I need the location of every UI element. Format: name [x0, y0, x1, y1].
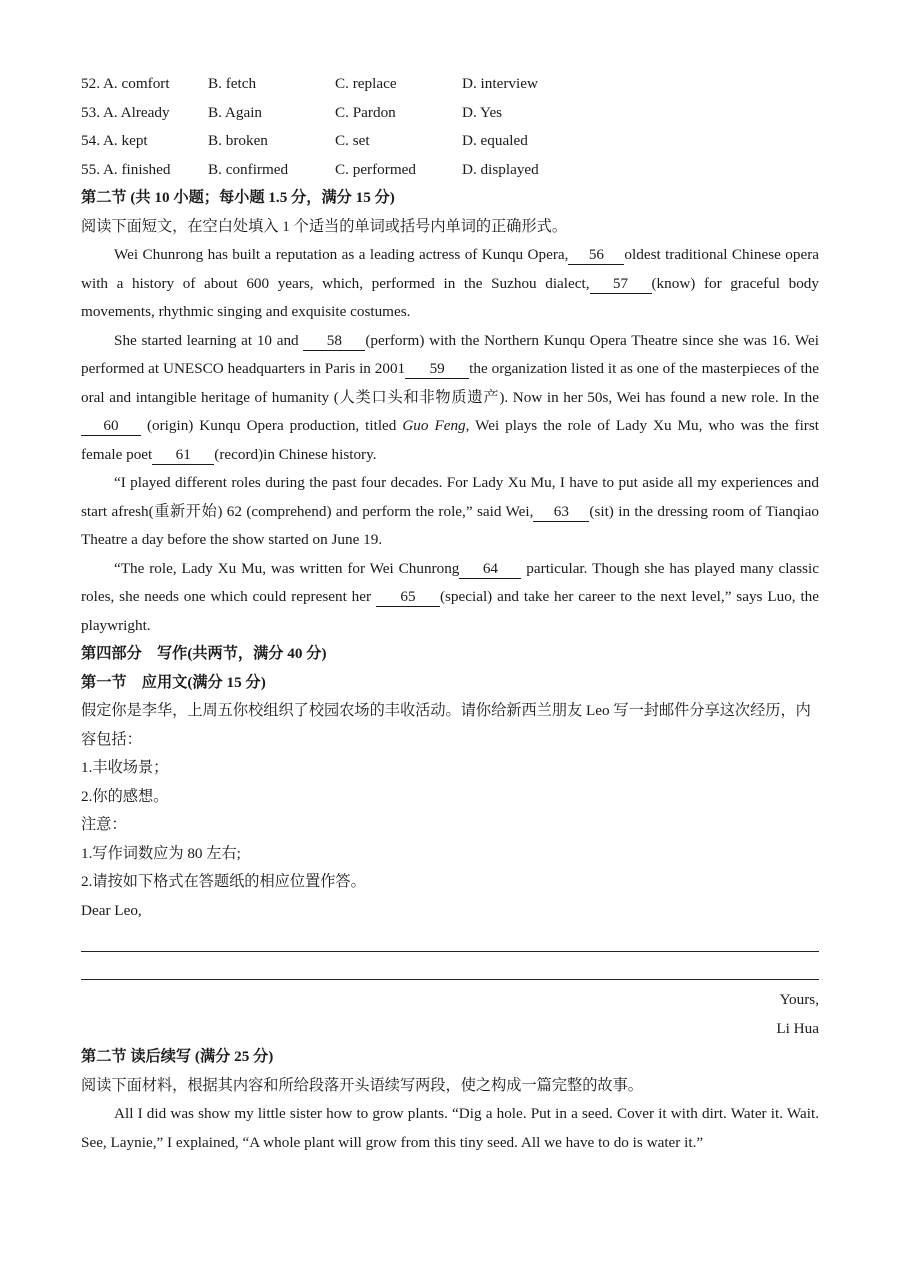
option-d: D. interview — [462, 75, 538, 92]
option-c: C. performed — [335, 160, 416, 178]
option-b: B. fetch — [208, 75, 257, 92]
option-row-54 — [81, 127, 819, 156]
exam-page — [81, 70, 819, 1157]
blank-64: 64 — [459, 560, 521, 579]
option-b: B. broken — [208, 132, 268, 149]
option-c: C. Pardon — [335, 103, 396, 121]
letter-closing: Yours, — [779, 991, 819, 1008]
part4-section1-heading: 第一节 应用文(满分 15 分) — [81, 673, 266, 691]
blank-63: 63 — [533, 503, 589, 522]
note-item-1: 1.写作词数应为 80 左右; — [81, 844, 241, 862]
passage-paragraph-3: “I played different roles during the past four decades. For Lady Xu Mu, I have to put aside all my experiences and start afresh(重新开始) 62 (comprehend) and perform the role,” said Wei, 63 (sit) in the dressing room of Tianqiao Theatre a day before the show started on June 19. — [81, 474, 819, 548]
continuation-instruction: 阅读下面材料，根据其内容和所给段落开头语续写两段，使之构成一篇完整的故事。 — [81, 1076, 643, 1094]
option-row-53 — [81, 99, 819, 128]
note-item-2: 2.请按如下格式在答题纸的相应位置作答。 — [81, 873, 366, 890]
option-row-52 — [81, 70, 819, 99]
blank-65: 65 — [376, 588, 440, 607]
letter-greeting: Dear Leo, — [81, 901, 142, 919]
option-d: D. equaled — [462, 132, 528, 149]
option-row-55 — [81, 156, 819, 185]
option-c: C. replace — [335, 75, 397, 92]
production-title: Guo Feng — [402, 417, 466, 434]
option-a: 55. A. finished — [81, 160, 171, 178]
option-c: C. set — [335, 132, 370, 149]
option-a: 52. A. comfort — [81, 75, 170, 92]
section2-heading: 第二节 (共 10 小题；每小题 1.5 分，满分 15 分) — [81, 189, 395, 206]
part4-heading: 第四部分 写作(共两节，满分 40 分) — [81, 645, 327, 662]
blank-59: 59 — [405, 360, 469, 379]
blank-57: 57 — [590, 275, 652, 294]
blank-60: 60 — [81, 417, 141, 436]
content-item-1: 1.丰收场景； — [81, 759, 169, 776]
passage-paragraph-4: “The role, Lady Xu Mu, was written for Wei Chunrong 64 particular. Though she has played many classic roles, she needs one which could represent her 65 (special) and take her career to the next level,” says Luo, the playwright. — [81, 559, 820, 634]
option-a: 54. A. kept — [81, 132, 148, 149]
blank-61: 61 — [152, 446, 214, 465]
option-b: B. Again — [208, 103, 263, 121]
passage-paragraph-2: She started learning at 10 and 58 (perform) with the Northern Kunqu Opera Theatre since she was 16. Wei performed at UNESCO headquarters in Paris in 2001 59 the organization listed it as one of the masterpieces of the oral and intangible heritage of humanity (人类口头和非物质遗产). Now in her 50s, Wei has found a new role. In the60 (origin) Kunqu Opera production, titled Guo Feng, Wei plays the role of Lady Xu Mu, who was the first female poet 61 (record)in Chinese history. — [81, 331, 819, 463]
blank-56: 56 — [568, 246, 624, 265]
letter-signature: Li Hua — [776, 1019, 819, 1037]
section2-instruction: 阅读下面短文，在空白处填入 1 个适当的单词或括号内单词的正确形式。 — [81, 217, 567, 235]
option-d: D. displayed — [462, 160, 539, 178]
option-b: B. confirmed — [208, 160, 289, 178]
option-d: D. Yes — [462, 103, 503, 121]
blank-58: 58 — [303, 332, 365, 351]
writing-prompt: 假定你是李华，上周五你校组织了校园农场的丰收活动。请你给新西兰朋友 Leo 写一封邮件分享这次经历，内容包括： — [81, 702, 811, 748]
passage-paragraph-1: Wei Chunrong has built a reputation as a leading actress of Kunqu Opera, 56 oldest traditional Chinese opera with a history of about 600 years, which, performed in the Suzhou dialect, 57 (know) for graceful body movements, rhythmic singing and exquisite costumes. — [81, 246, 819, 320]
note-label: 注意： — [81, 816, 127, 833]
part4-section2-heading: 第二节 读后续写 (满分 25 分) — [81, 1048, 274, 1065]
option-a: 53. A. Already — [81, 103, 170, 121]
content-item-2: 2.你的感想。 — [81, 787, 169, 805]
options-block — [81, 70, 819, 184]
story-paragraph: All I did was show my little sister how to grow plants. “Dig a hole. Put in a seed. Cover it with dirt. Water it. Wait. See, Laynie,” I explained, “A whole plant will grow from this tiny seed. All we have to do is water it.” — [81, 1105, 819, 1151]
